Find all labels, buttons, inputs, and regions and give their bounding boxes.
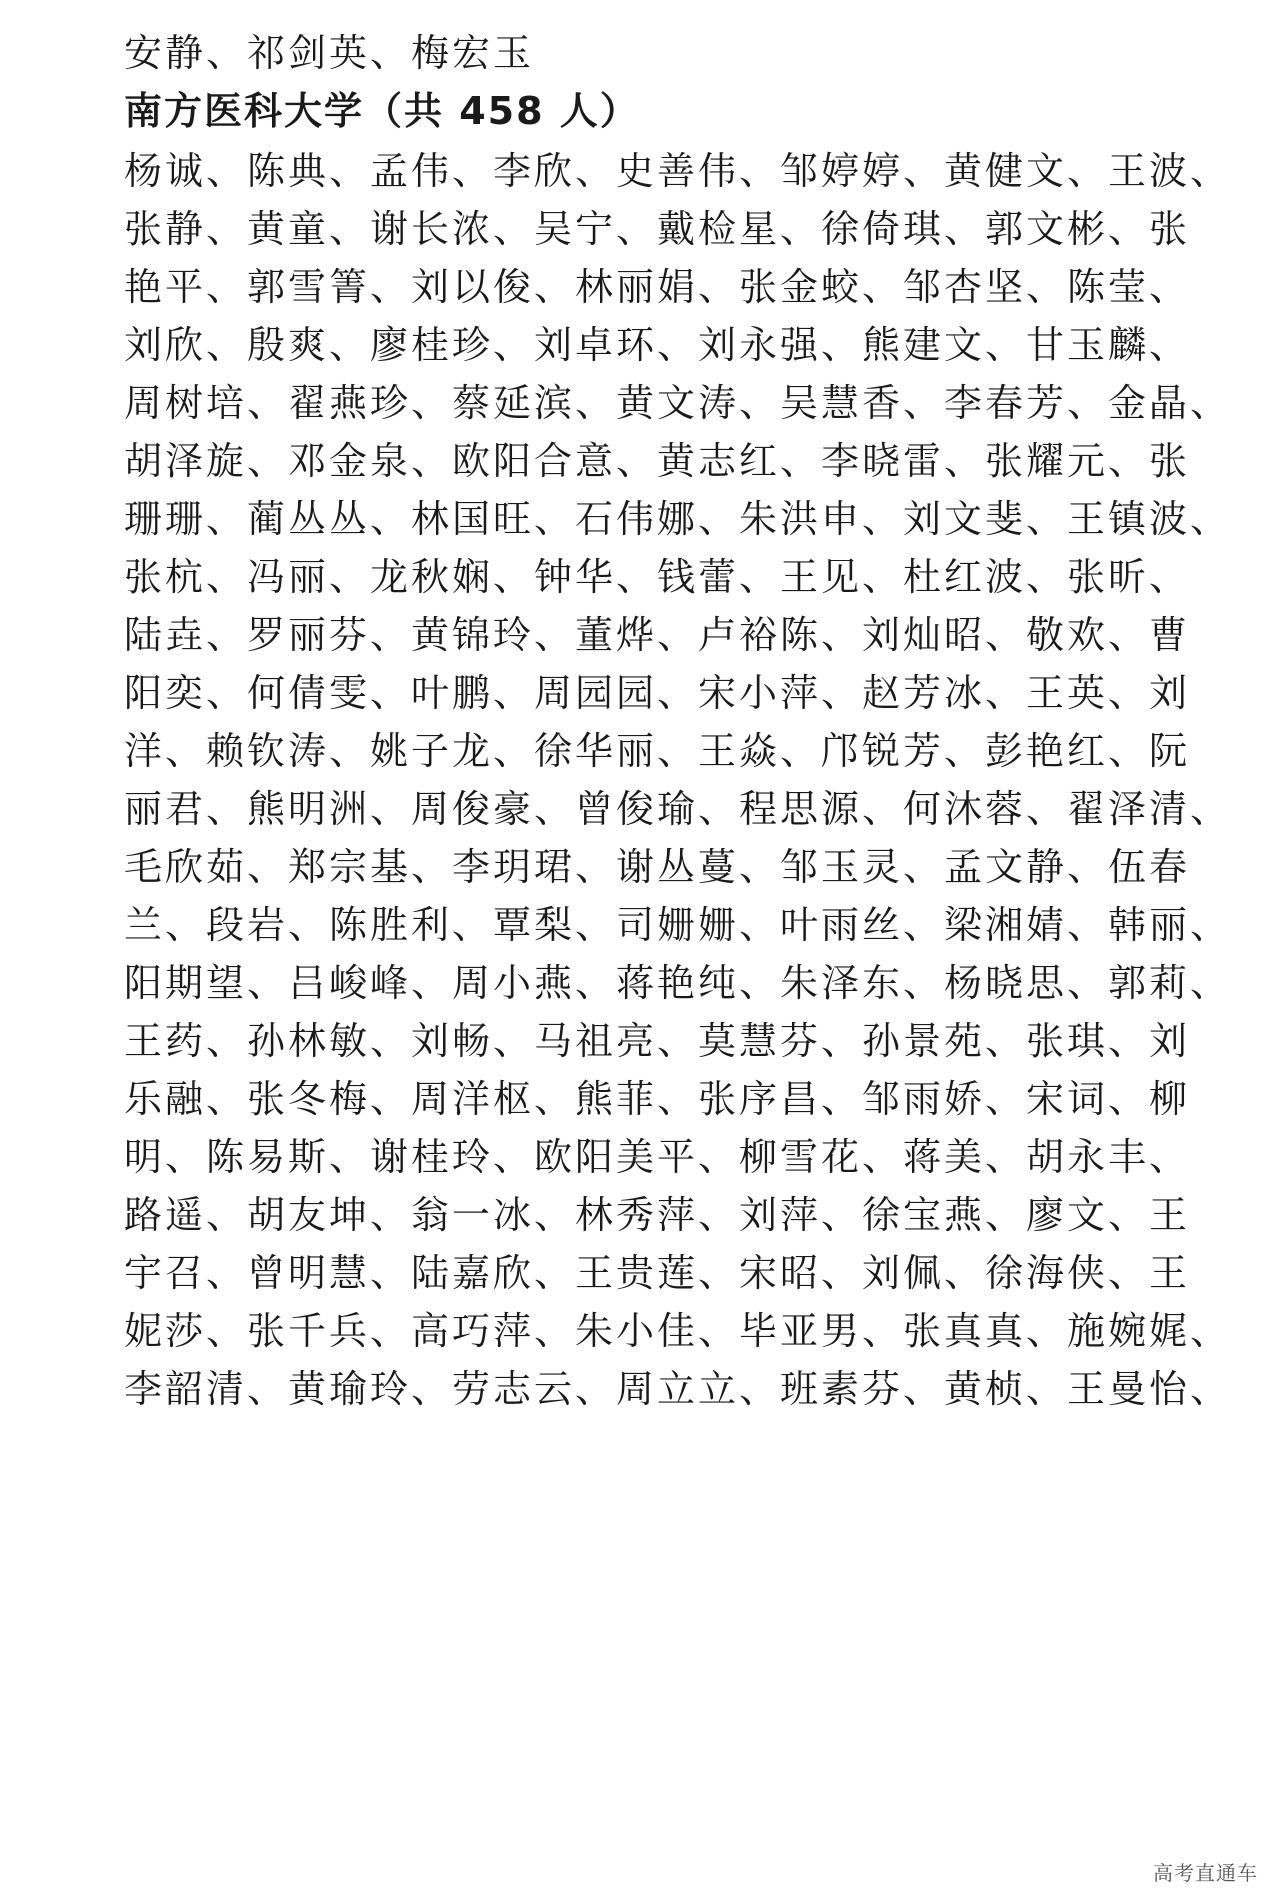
name-line: 周树培、翟燕珍、蔡延滨、黄文涛、吴慧香、李春芳、金晶、 [124,381,1232,425]
name-line: 陆垚、罗丽芬、黄锦玲、董烨、卢裕陈、刘灿昭、敬欢、曹 [124,613,1191,657]
name-line: 李韶清、黄瑜玲、劳志云、周立立、班素芬、黄桢、王曼怡、 [124,1367,1232,1411]
watermark: 高考直通车 [1153,1861,1258,1885]
name-line: 丽君、熊明洲、周俊豪、曾俊瑜、程思源、何沐蓉、翟泽清、 [124,787,1232,831]
intro-names-line: 安静、祁剑英、梅宏玉 [124,31,535,75]
name-line: 阳奕、何倩雯、叶鹏、周园园、宋小萍、赵芳冰、王英、刘 [124,671,1191,715]
name-line: 妮莎、张千兵、高巧萍、朱小佳、毕亚男、张真真、施婉娓、 [124,1309,1232,1353]
name-line: 毛欣茹、郑宗基、李玥珺、谢丛蔓、邹玉灵、孟文静、伍春 [124,845,1191,889]
name-line: 兰、段岩、陈胜利、覃梨、司姗姗、叶雨丝、梁湘婧、韩丽、 [124,903,1232,947]
name-line: 宇召、曾明慧、陆嘉欣、王贵莲、宋昭、刘佩、徐海侠、王 [124,1251,1191,1295]
name-line: 珊珊、蔺丛丛、林国旺、石伟娜、朱洪申、刘文斐、王镇波、 [124,497,1232,541]
name-line: 张静、黄童、谢长浓、吴宁、戴检星、徐倚琪、郭文彬、张 [124,207,1191,251]
name-line: 胡泽旋、邓金泉、欧阳合意、黄志红、李晓雷、张耀元、张 [124,439,1191,483]
name-line: 刘欣、殷爽、廖桂珍、刘卓环、刘永强、熊建文、甘玉麟、 [124,323,1191,367]
name-line: 杨诚、陈典、孟伟、李欣、史善伟、邹婷婷、黄健文、王波、 [124,149,1232,193]
section-heading: 南方医科大学（共 458 人） [124,89,640,133]
name-line: 洋、赖钦涛、姚子龙、徐华丽、王焱、邝锐芳、彭艳红、阮 [124,729,1191,773]
name-line: 王药、孙林敏、刘畅、马祖亮、莫慧芬、孙景苑、张琪、刘 [124,1019,1191,1063]
name-line: 明、陈易斯、谢桂玲、欧阳美平、柳雪花、蒋美、胡永丰、 [124,1135,1191,1179]
name-line: 张杭、冯丽、龙秋娴、钟华、钱蕾、王见、杜红波、张昕、 [124,555,1191,599]
name-line: 阳期望、吕峻峰、周小燕、蒋艳纯、朱泽东、杨晓思、郭莉、 [124,961,1232,1005]
name-line: 路遥、胡友坤、翁一冰、林秀萍、刘萍、徐宝燕、廖文、王 [124,1193,1191,1237]
name-line: 艳平、郭雪箐、刘以俊、林丽娟、张金蛟、邹杏坚、陈莹、 [124,265,1191,309]
name-line: 乐融、张冬梅、周洋枢、熊菲、张序昌、邹雨娇、宋词、柳 [124,1077,1191,1121]
